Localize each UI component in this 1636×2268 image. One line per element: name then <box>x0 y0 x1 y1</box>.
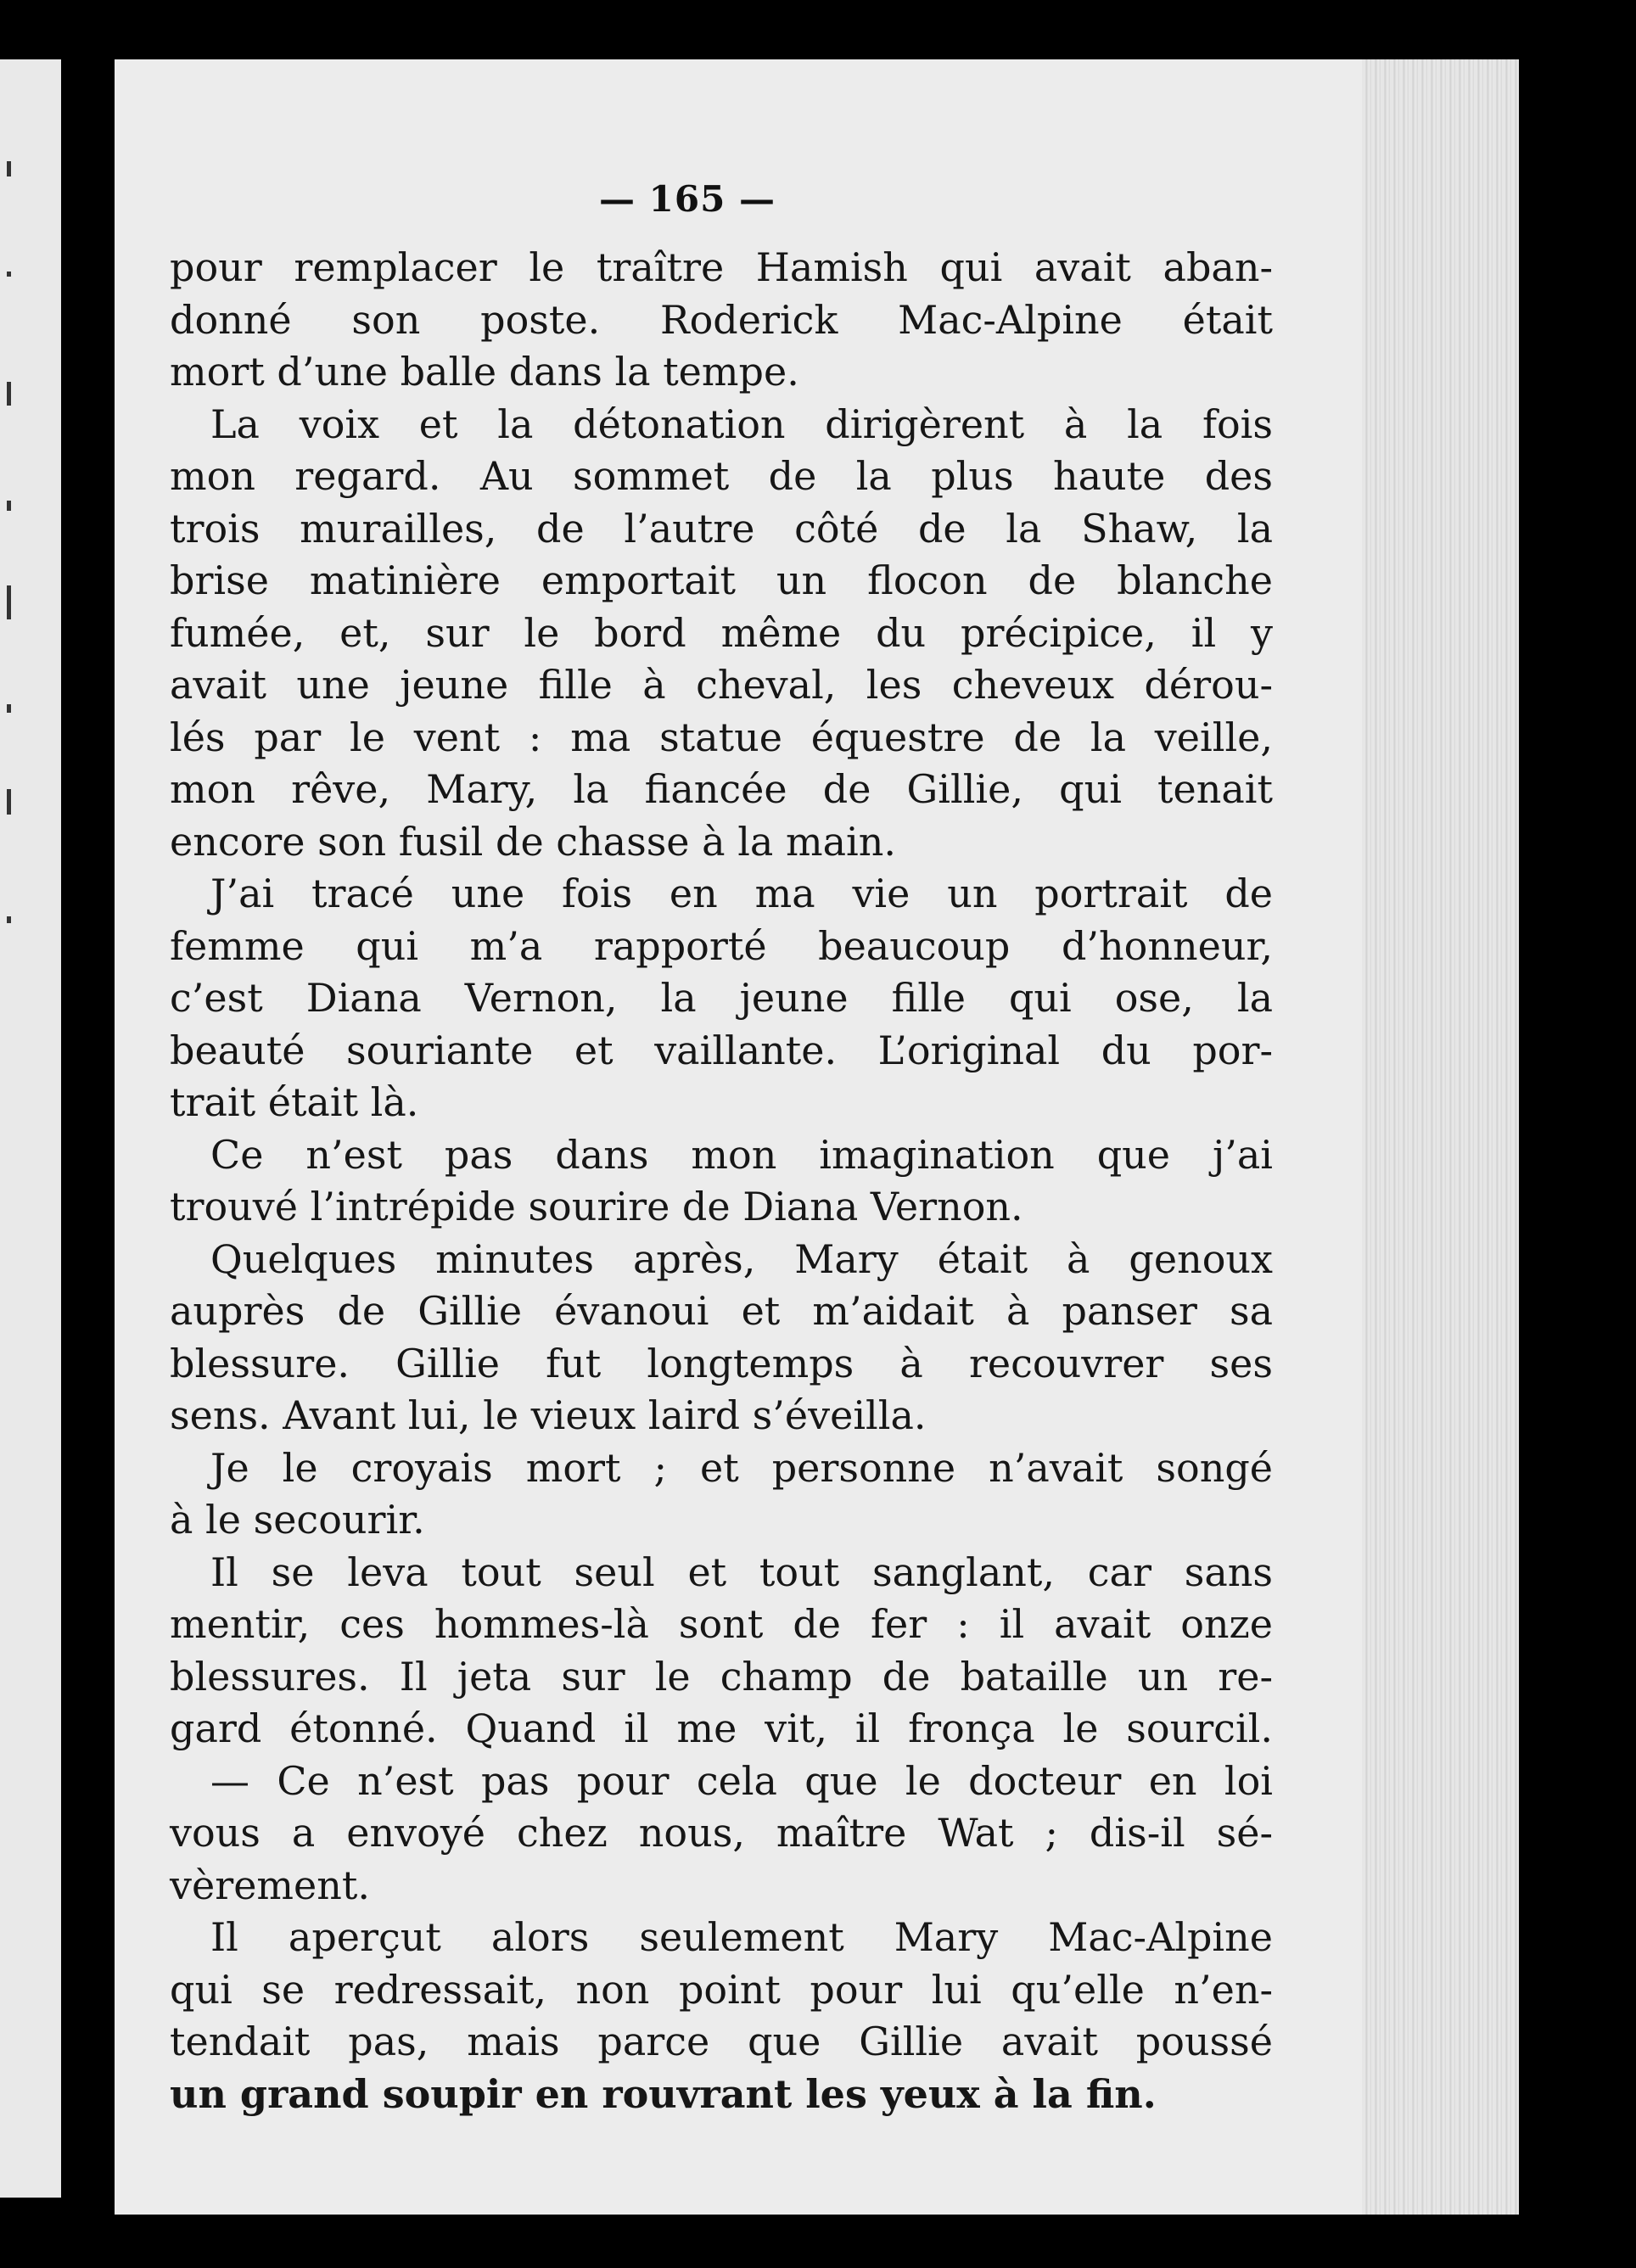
text-line: trouvé l’intrépide sourire de Diana Vernon. <box>170 1184 1023 1229</box>
text-line: tendait pas, mais parce que Gillie avait poussé <box>170 2019 1273 2064</box>
left-page-mark <box>7 382 11 406</box>
text-line: mon regard. Au sommet de la plus haute des <box>170 453 1273 499</box>
scan-border <box>1519 0 1636 2268</box>
text-line: sens. Avant lui, le vieux laird s’éveilla. <box>170 1392 927 1438</box>
text-line: c’est Diana Vernon, la jeune fille qui ose, la <box>170 975 1273 1021</box>
text-line: trait était là. <box>170 1079 419 1125</box>
text-line: vèrement. <box>170 1862 370 1908</box>
left-page-mark <box>7 585 11 619</box>
text-line: un grand soupir en rouvrant les yeux à la fin. <box>170 2070 1157 2117</box>
text-line: auprès de Gillie évanoui et m’aidait à panser sa <box>170 1288 1273 1334</box>
text-line: Il se leva tout seul et tout sanglant, car sans <box>210 1548 1273 1595</box>
text-line: encore son fusil de chasse à la main. <box>170 818 896 865</box>
left-page-mark <box>7 272 11 277</box>
page-edge-stack <box>1362 59 1527 2215</box>
text-line: mon rêve, Mary, la fiancée de Gillie, qui tenait <box>170 766 1273 812</box>
text-line: Il aperçut alors seulement Mary Mac-Alpine <box>210 1914 1273 1960</box>
text-line: Ce n’est pas dans mon imagination que j’ai <box>210 1131 1273 1178</box>
text-line: mentir, ces hommes-là sont de fer : il avait onze <box>170 1601 1273 1647</box>
text-line: blessures. Il jeta sur le champ de bataille un re- <box>170 1653 1273 1700</box>
text-line: mort d’une balle dans la tempe. <box>170 349 799 395</box>
left-page-mark <box>7 916 11 923</box>
text-line: gard étonné. Quand il me vit, il fronça le sourcil. <box>170 1705 1273 1751</box>
text-line: — Ce n’est pas pour cela que le docteur en loi <box>210 1757 1273 1804</box>
text-line: vous a envoyé chez nous, maître Wat ; dis-il sé- <box>170 1810 1273 1856</box>
page-body <box>170 242 1273 2120</box>
text-line: lés par le vent : ma statue équestre de la veille, <box>170 714 1273 760</box>
text-line: avait une jeune fille à cheval, les cheveux dérou- <box>170 662 1273 708</box>
left-page-mark <box>7 704 11 713</box>
book-gutter <box>61 0 120 2268</box>
text-line: trois murailles, de l’autre côté de la Shaw, la <box>170 505 1273 552</box>
left-page-mark <box>7 161 11 176</box>
text-line: qui se redressait, non point pour lui qu’elle n’en- <box>170 1966 1273 2013</box>
left-page-mark <box>7 789 11 815</box>
text-line: fumée, et, sur le bord même du précipice, il y <box>170 609 1273 656</box>
left-page-mark <box>7 501 11 511</box>
left-page-edge <box>0 59 61 2198</box>
text-line: à le secourir. <box>170 1497 425 1543</box>
text-line: La voix et la détonation dirigèrent à la fois <box>210 400 1273 447</box>
text-line: blessure. Gillie fut longtemps à recouvrer ses <box>170 1340 1273 1386</box>
text-line: donné son poste. Roderick Mac-Alpine était <box>170 296 1273 343</box>
text-line: pour remplacer le traître Hamish qui avait aban- <box>170 244 1273 290</box>
text-line: Quelques minutes après, Mary était à genoux <box>210 1235 1273 1282</box>
text-line: femme qui m’a rapporté beaucoup d’honneur, <box>170 922 1273 969</box>
text-line: J’ai tracé une fois en ma vie un portrait de <box>210 871 1273 916</box>
page-number: — 165 — <box>599 178 776 220</box>
text-line: brise matinière emportait un flocon de blanche <box>170 557 1273 603</box>
text-line: beauté souriante et vaillante. L’original du por- <box>170 1027 1273 1073</box>
text-line: Je le croyais mort ; et personne n’avait songé <box>210 1444 1273 1491</box>
